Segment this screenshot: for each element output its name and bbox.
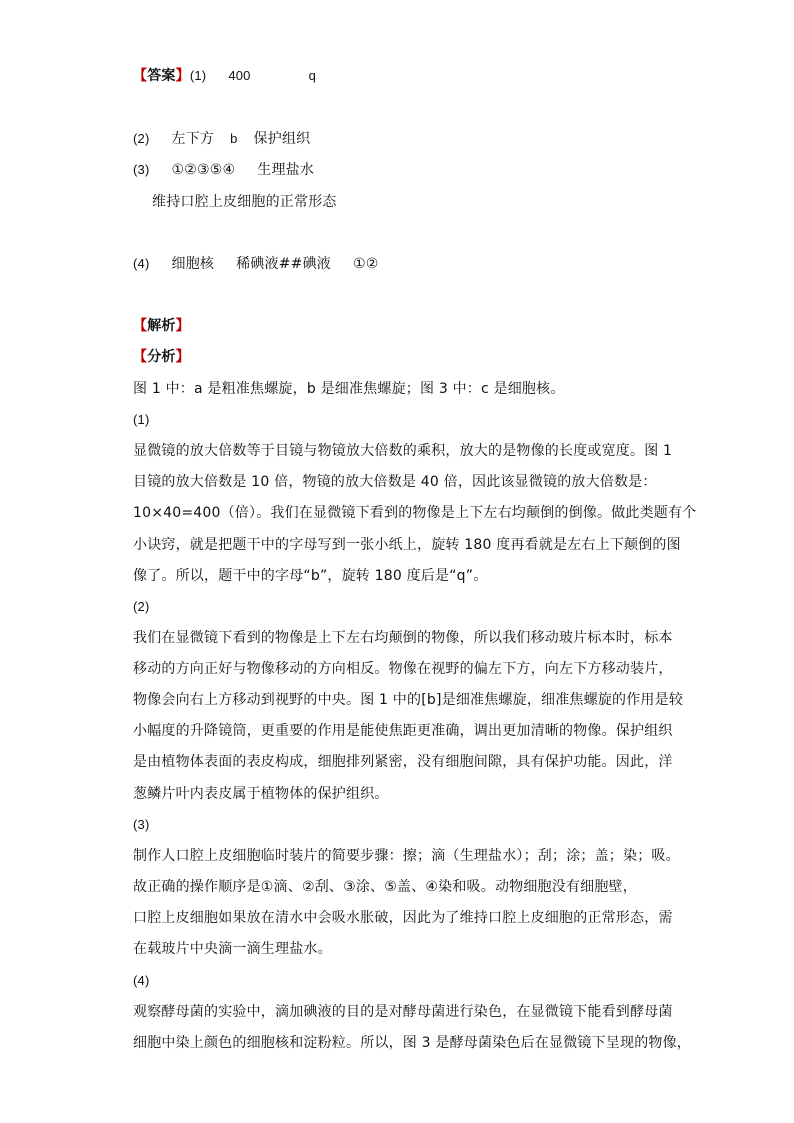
analysis-bracket-open: 【 bbox=[133, 318, 148, 334]
part-1-line: 小诀窍，就是把题干中的字母写到一张小纸上，旋转 180 度再看就是左右上下颠倒的图 bbox=[133, 537, 681, 553]
part-1-line: 10×40=400（倍）。我们在显微镜下看到的物像是上下左右均颠倒的倒像。做此类题有个 bbox=[133, 505, 697, 521]
sub-bracket-open: 【 bbox=[133, 349, 148, 365]
part-2-line: 是由植物体表面的表皮构成，细胞排列紧密，没有细胞间隙，具有保护功能。因此，洋 bbox=[133, 754, 673, 770]
part-2-number: (2) bbox=[133, 599, 150, 614]
answer-line-1 bbox=[133, 66, 316, 86]
sub-bracket-close: 】 bbox=[175, 349, 190, 365]
part-2-line: 葱鳞片叶内表皮属于植物体的保护组织。 bbox=[133, 786, 389, 802]
answer-4-value-a: 细胞核 bbox=[171, 256, 215, 272]
part-2-line: 小幅度的升降镜筒，更重要的作用是能使焦距更准确，调出更加清晰的物像。保护组织 bbox=[133, 723, 673, 739]
analysis-label: 解析 bbox=[147, 318, 176, 334]
answer-bracket-close: 】 bbox=[175, 68, 190, 84]
part-3-number: (3) bbox=[133, 817, 150, 832]
part-3-line: 故正确的操作顺序是①滴、②刮、③涂、⑤盖、④染和吸。动物细胞没有细胞壁， bbox=[133, 879, 637, 895]
part-4-number: (4) bbox=[133, 973, 150, 988]
analysis-header bbox=[133, 316, 190, 336]
analysis-sub-label: 分析 bbox=[147, 349, 176, 365]
answer-1-value-b: q bbox=[308, 68, 317, 83]
answer-2-value-b: b bbox=[230, 131, 238, 146]
answer-4-value-b: 稀碘液##碘液 bbox=[236, 256, 331, 272]
answer-label: 答案 bbox=[147, 68, 176, 84]
part-1-line: 显微镜的放大倍数等于目镜与物镜放大倍数的乘积，放大的是物像的长度或宽度。图 1 bbox=[133, 443, 673, 459]
answer-line-4 bbox=[133, 254, 379, 274]
answer-2-number: (2) bbox=[133, 131, 150, 146]
analysis-bracket-close: 】 bbox=[175, 318, 190, 334]
part-4-line: 观察酵母菌的实验中，滴加碘液的目的是对酵母菌进行染色，在显微镜下能看到酵母菌 bbox=[133, 1004, 673, 1020]
answer-1-value-a: 400 bbox=[228, 68, 251, 83]
part-2-line: 物像会向右上方移动到视野的中央。图 1 中的[b]是细准焦螺旋，细准焦螺旋的作用是较 bbox=[133, 692, 684, 708]
part-2-line: 移动的方向正好与物像移动的方向相反。物像在视野的偏左下方，向左下方移动装片， bbox=[133, 661, 673, 677]
part-3-line: 制作人口腔上皮细胞临时装片的简要步骤：擦；滴（生理盐水）；刮；涂；盖；染；吸。 bbox=[133, 848, 680, 864]
answer-3-value-b: 生理盐水 bbox=[257, 162, 315, 178]
part-2-line: 我们在显微镜下看到的物像是上下左右均颠倒的物像，所以我们移动玻片标本时，标本 bbox=[133, 630, 673, 646]
part-1-line: 目镜的放大倍数是 10 倍，物镜的放大倍数是 40 倍，因此该显微镜的放大倍数是： bbox=[133, 474, 657, 490]
answer-2-value-a: 左下方 bbox=[171, 131, 215, 147]
answer-1-number: (1) bbox=[189, 68, 207, 83]
answer-4-value-c: ①② bbox=[352, 256, 379, 272]
part-3-line: 口腔上皮细胞如果放在清水中会吸水胀破，因此为了维持口腔上皮细胞的正常形态，需 bbox=[133, 910, 673, 926]
answer-2-value-c: 保护组织 bbox=[253, 131, 311, 147]
answer-line-3 bbox=[133, 160, 314, 180]
answer-4-number: (4) bbox=[133, 256, 150, 271]
answer-3-value-a: ①②③⑤④ bbox=[171, 162, 236, 178]
analysis-sub-header bbox=[133, 347, 190, 367]
answer-bracket-open: 【 bbox=[133, 68, 148, 84]
part-1-line: 像了。所以，题干中的字母“b”，旋转 180 度后是“q”。 bbox=[133, 568, 488, 584]
answer-line-2 bbox=[133, 129, 310, 149]
answer-line-3-continued: 维持口腔上皮细胞的正常形态 bbox=[152, 194, 337, 210]
analysis-intro: 图 1 中：a 是粗准焦螺旋，b 是细准焦螺旋；图 3 中：c 是细胞核。 bbox=[133, 381, 565, 397]
part-3-line: 在载玻片中央滴一滴生理盐水。 bbox=[133, 941, 332, 957]
part-1-number: (1) bbox=[133, 412, 150, 427]
part-4-line: 细胞中染上颜色的细胞核和淀粉粒。所以，图 3 是酵母菌染色后在显微镜下呈现的物像， bbox=[133, 1035, 692, 1051]
answer-3-number: (3) bbox=[133, 162, 150, 177]
